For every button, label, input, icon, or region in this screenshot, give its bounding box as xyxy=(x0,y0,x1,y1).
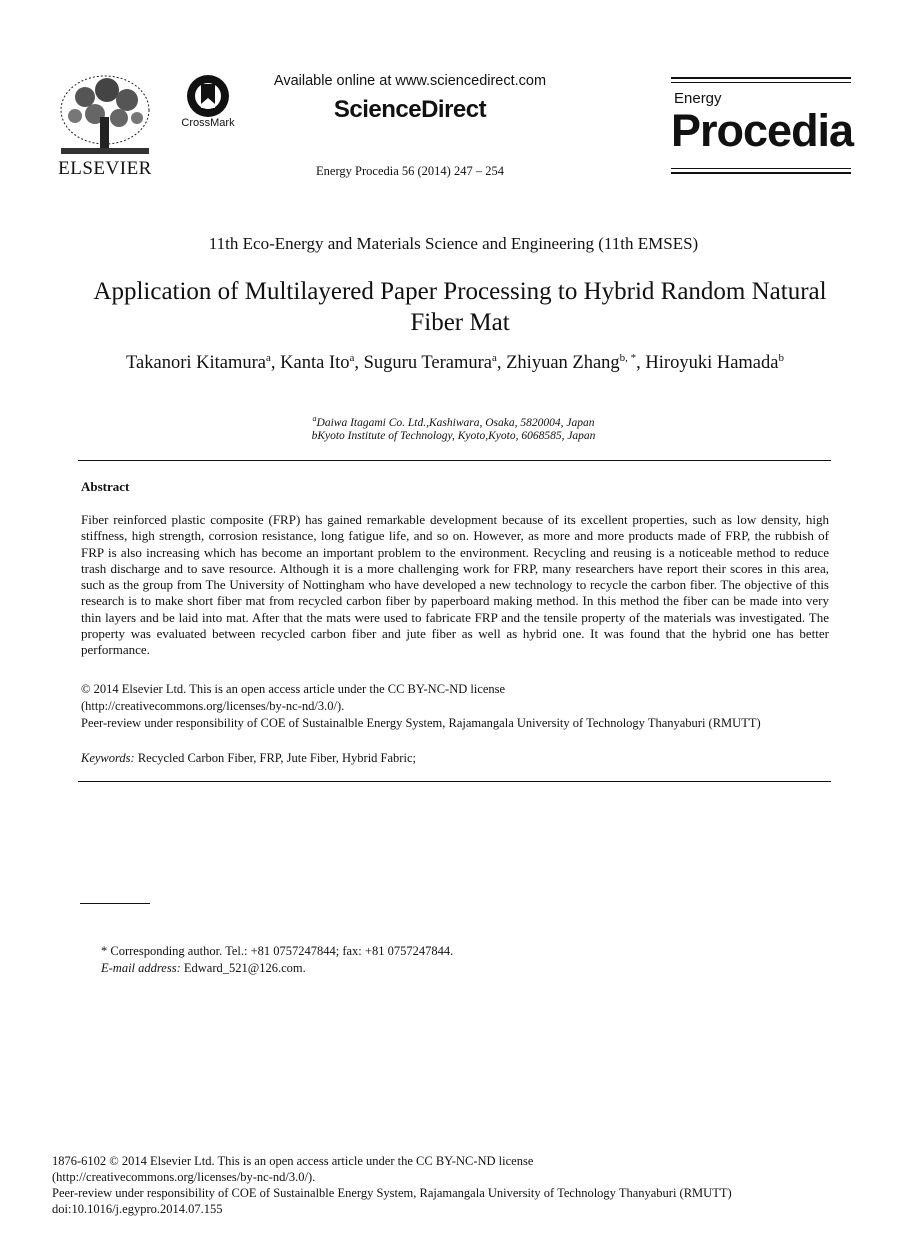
procedia-rule-top-thin xyxy=(671,82,851,83)
crossmark-label: CrossMark xyxy=(181,117,235,129)
affiliation-a: $^a$Daiwa Itagami Co. Ltd.,Kashiwara, Osaka, 5820004, Japan xyxy=(312,414,595,429)
elsevier-wordmark: ELSEVIER xyxy=(58,158,152,179)
procedia-rule-bottom xyxy=(671,172,851,174)
journal-citation: Energy Procedia 56 (2014) 247 – 254 xyxy=(316,164,504,178)
abstract-heading: Abstract xyxy=(81,479,130,494)
paper-title: Application of Multilayered Paper Processing to Hybrid Random Natural Fiber Mat xyxy=(93,278,827,336)
available-online-text: Available online at www.sciencedirect.com xyxy=(273,73,547,89)
footer-license-link[interactable]: (http://creativecommons.org/licenses/by-nc-nd/3.0/). xyxy=(52,1170,316,1184)
email-link[interactable]: Edward_521@126.com. xyxy=(183,961,306,975)
email-line: E-mail address: Edward_521@126.com. xyxy=(101,961,306,975)
affiliation-b: bKyoto Institute of Technology, Kyoto,Kyoto, 6068585, Japan xyxy=(311,430,596,442)
footer-issn-license: 1876-6102 © 2014 Elsevier Ltd. This is an open access article under the CC BY-NC-ND license xyxy=(52,1154,534,1168)
procedia-rule-bottom-thin xyxy=(671,168,851,169)
author: Zhiyuan Zhang$^{b, *}$, xyxy=(506,352,646,374)
divider xyxy=(78,460,831,461)
journal-name-large: Procedia xyxy=(671,105,854,156)
conference-name: 11th Eco-Energy and Materials Science and Engineering (11th EMSES) xyxy=(208,234,699,253)
author: Takanori Kitamura$^a$, xyxy=(126,352,281,374)
footer-doi[interactable]: doi:10.1016/j.egypro.2014.07.155 xyxy=(52,1202,223,1216)
author-list xyxy=(40,352,870,374)
abstract-text: Fiber reinforced plastic composite (FRP) has gained remarkable development because of its excellent properties, such as low density, high stiffness, high strength, corrosion resistance, long fatigue life, and so on. However, as more and more products made of FRP, the rubbish of FRP is also increasing which has become an important problem to the environment. Recycling and reusing is a noticeable method to reduce trash discharge and to save resource. Although it is a more challenging work for FRP, many researchers have report their scores in this area, such as the group from The University of Nottingham who have developed a new technology to recycle the carbon fiber. The objective of this research is to make short fiber mat from recycled carbon fiber by paperboard making method. In this method the fiber can be made into very thin layers and be laid into mat. After that the mats were used to fabricate FRP and the tensile property of the materials was investigated. The property was evaluated between recycled carbon fiber and jute fiber as well as hybrid one. It was found that the hybrid one has better performance. xyxy=(81,512,829,658)
journal-name-small: Energy xyxy=(674,90,722,107)
footer-peer-review: Peer-review under responsibility of COE of Sustainalble Energy System, Rajamangala University of Technology Thanyaburi (RMUTT) xyxy=(52,1186,732,1200)
procedia-rule-top xyxy=(671,77,851,79)
sciencedirect-logo[interactable]: ScienceDirect xyxy=(333,96,487,123)
license-link[interactable]: (http://creativecommons.org/licenses/by-nc-nd/3.0/). xyxy=(81,699,345,713)
footnote-rule xyxy=(80,903,150,904)
author: Hiroyuki Hamada$^b$ xyxy=(645,352,784,374)
corresponding-author: * Corresponding author. Tel.: +81 0757247844; fax: +81 0757247844. xyxy=(101,944,454,958)
license-line: © 2014 Elsevier Ltd. This is an open access article under the CC BY-NC-ND license xyxy=(81,682,506,696)
peer-review-line: Peer-review under responsibility of COE of Sustainalble Energy System, Rajamangala University of Technology Thanyaburi (RMUTT) xyxy=(81,716,761,730)
author: Kanta Ito$^a$, xyxy=(280,352,364,374)
divider xyxy=(78,781,831,782)
keywords: Keywords: Recycled Carbon Fiber, FRP, Jute Fiber, Hybrid Fabric; xyxy=(81,751,416,765)
author: Suguru Teramura$^a$, xyxy=(363,352,507,374)
